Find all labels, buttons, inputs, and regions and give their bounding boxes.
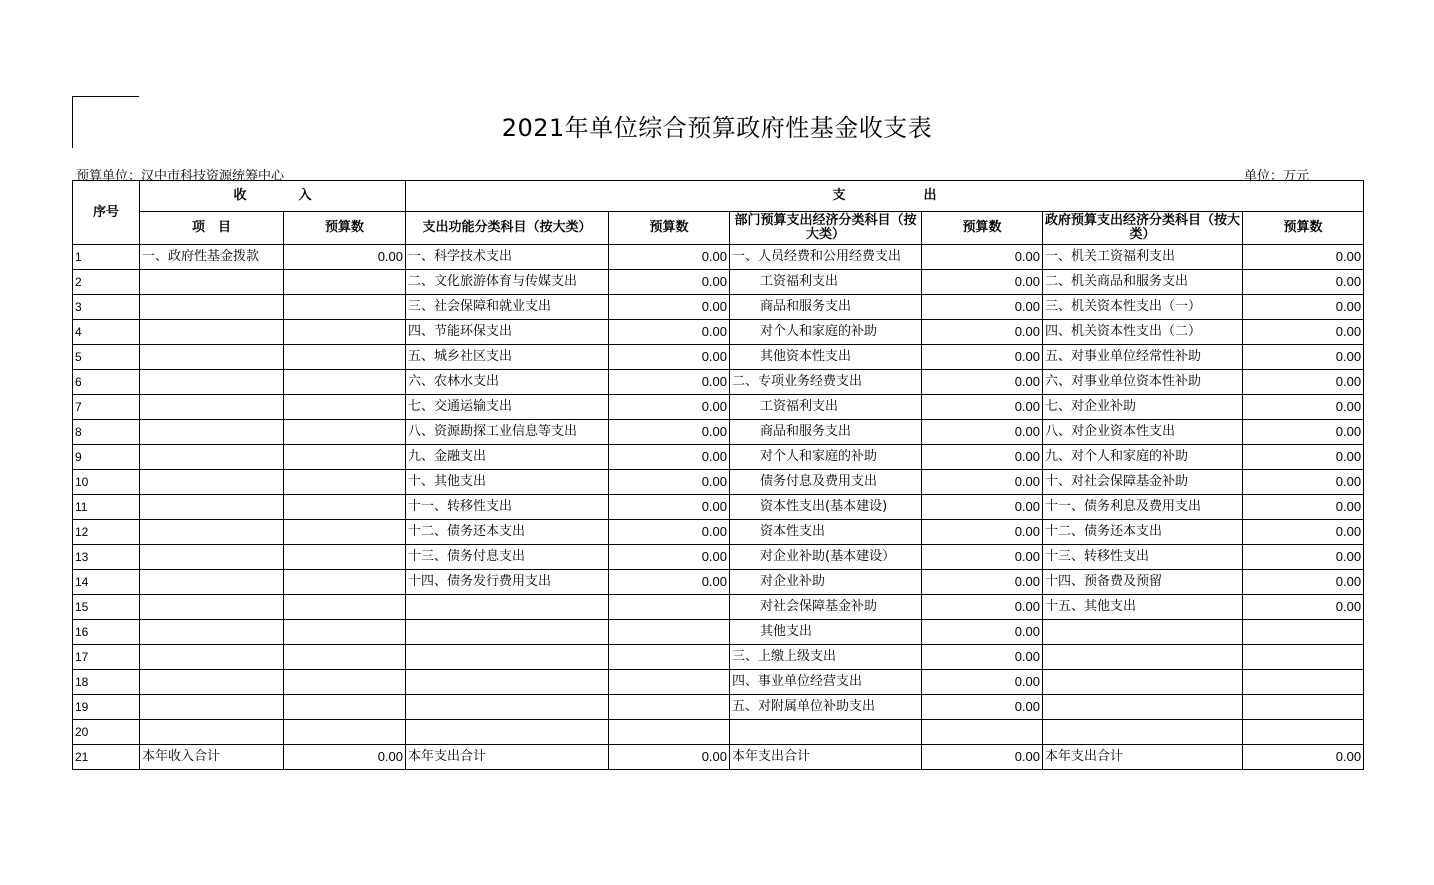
income-item-cell (140, 495, 284, 520)
dept-budget-cell: 0.00 (922, 595, 1043, 620)
table-row (73, 270, 1364, 295)
table-row (73, 620, 1364, 645)
table-row (73, 695, 1364, 720)
dept-budget-cell: 0.00 (922, 245, 1043, 270)
dept-budget-cell: 0.00 (922, 695, 1043, 720)
dept-econ-cell: 工资福利支出 (730, 270, 922, 295)
dept-econ-cell: 对企业补助(基本建设） (730, 545, 922, 570)
seq-cell: 6 (73, 370, 140, 395)
income-budget-cell (284, 320, 406, 345)
header-budget-func: 预算数 (609, 212, 730, 245)
currency-unit-label: 单位：万元 (1244, 169, 1310, 184)
header-income: 收 入 (140, 181, 406, 212)
func-class-cell (406, 720, 609, 745)
income-budget-cell (284, 545, 406, 570)
income-budget-cell (284, 695, 406, 720)
table-row (73, 495, 1364, 520)
gov-econ-cell (1043, 695, 1243, 720)
gov-budget-cell (1243, 720, 1364, 745)
income-item-cell (140, 695, 284, 720)
table-row (73, 645, 1364, 670)
gov-budget-cell: 0.00 (1243, 445, 1364, 470)
seq-cell: 9 (73, 445, 140, 470)
seq-cell: 15 (73, 595, 140, 620)
income-item-cell (140, 345, 284, 370)
header-gov-econ-class: 政府预算支出经济分类科目（按大类） (1043, 212, 1243, 245)
income-budget-cell (284, 395, 406, 420)
gov-budget-cell (1243, 620, 1364, 645)
func-budget-cell: 0.00 (609, 520, 730, 545)
gov-econ-cell: 一、机关工资福利支出 (1043, 245, 1243, 270)
gov-econ-cell: 七、对企业补助 (1043, 395, 1243, 420)
gov-econ-cell: 十二、债务还本支出 (1043, 520, 1243, 545)
func-budget-cell: 0.00 (609, 445, 730, 470)
dept-budget-cell: 0.00 (922, 445, 1043, 470)
seq-cell: 12 (73, 520, 140, 545)
header-dept-econ-class: 部门预算支出经济分类科目（按大类） (730, 212, 922, 245)
seq-cell: 3 (73, 295, 140, 320)
func-budget-cell: 0.00 (609, 745, 730, 770)
seq-cell: 19 (73, 695, 140, 720)
table-row (73, 395, 1364, 420)
dept-econ-cell: 商品和服务支出 (730, 295, 922, 320)
dept-econ-cell: 对企业补助 (730, 570, 922, 595)
gov-econ-cell: 三、机关资本性支出（一） (1043, 295, 1243, 320)
seq-cell: 17 (73, 645, 140, 670)
gov-econ-cell: 本年支出合计 (1043, 745, 1243, 770)
income-item-cell (140, 520, 284, 545)
func-class-cell (406, 595, 609, 620)
gov-budget-cell: 0.00 (1243, 470, 1364, 495)
table-row (73, 520, 1364, 545)
gov-econ-cell (1043, 670, 1243, 695)
func-class-cell (406, 645, 609, 670)
seq-cell: 8 (73, 420, 140, 445)
income-item-cell (140, 445, 284, 470)
seq-cell: 20 (73, 720, 140, 745)
header-item: 项 目 (140, 212, 284, 245)
func-class-cell: 八、资源勘探工业信息等支出 (406, 420, 609, 445)
gov-budget-cell: 0.00 (1243, 395, 1364, 420)
seq-cell: 14 (73, 570, 140, 595)
gov-budget-cell: 0.00 (1243, 520, 1364, 545)
seq-cell: 16 (73, 620, 140, 645)
income-budget-cell (284, 295, 406, 320)
dept-econ-cell: 债务付息及费用支出 (730, 470, 922, 495)
dept-econ-cell: 工资福利支出 (730, 395, 922, 420)
dept-budget-cell: 0.00 (922, 270, 1043, 295)
gov-budget-cell: 0.00 (1243, 295, 1364, 320)
func-budget-cell: 0.00 (609, 245, 730, 270)
dept-budget-cell: 0.00 (922, 295, 1043, 320)
func-class-cell: 十二、债务还本支出 (406, 520, 609, 545)
func-budget-cell: 0.00 (609, 545, 730, 570)
page-title: 2021年单位综合预算政府性基金收支表 (501, 114, 933, 142)
income-item-cell: 本年收入合计 (140, 745, 284, 770)
gov-econ-cell: 十、对社会保障基金补助 (1043, 470, 1243, 495)
income-budget-cell (284, 270, 406, 295)
dept-budget-cell: 0.00 (922, 495, 1043, 520)
table-row (73, 670, 1364, 695)
gov-econ-cell (1043, 645, 1243, 670)
header-budget-gov: 预算数 (1243, 212, 1364, 245)
income-item-cell (140, 395, 284, 420)
dept-econ-cell: 对个人和家庭的补助 (730, 320, 922, 345)
gov-budget-cell: 0.00 (1243, 345, 1364, 370)
func-class-cell: 六、农林水支出 (406, 370, 609, 395)
gov-budget-cell: 0.00 (1243, 420, 1364, 445)
func-class-cell: 一、科学技术支出 (406, 245, 609, 270)
gov-budget-cell: 0.00 (1243, 320, 1364, 345)
income-budget-cell (284, 445, 406, 470)
dept-budget-cell: 0.00 (922, 670, 1043, 695)
income-item-cell (140, 570, 284, 595)
gov-econ-cell: 六、对事业单位资本性补助 (1043, 370, 1243, 395)
func-budget-cell (609, 670, 730, 695)
gov-budget-cell: 0.00 (1243, 745, 1364, 770)
func-budget-cell: 0.00 (609, 270, 730, 295)
income-item-cell (140, 595, 284, 620)
dept-econ-cell: 对社会保障基金补助 (730, 595, 922, 620)
seq-cell: 18 (73, 670, 140, 695)
gov-econ-cell: 五、对事业单位经常性补助 (1043, 345, 1243, 370)
func-budget-cell (609, 645, 730, 670)
func-budget-cell: 0.00 (609, 395, 730, 420)
table-row (73, 745, 1364, 770)
budget-table (72, 180, 1364, 770)
dept-econ-cell: 本年支出合计 (730, 745, 922, 770)
income-budget-cell (284, 495, 406, 520)
income-item-cell (140, 370, 284, 395)
table-row (73, 570, 1364, 595)
table-row (73, 595, 1364, 620)
dept-econ-cell: 对个人和家庭的补助 (730, 445, 922, 470)
gov-econ-cell (1043, 620, 1243, 645)
income-item-cell (140, 295, 284, 320)
func-class-cell: 三、社会保障和就业支出 (406, 295, 609, 320)
func-budget-cell: 0.00 (609, 470, 730, 495)
func-class-cell: 九、金融支出 (406, 445, 609, 470)
income-budget-cell (284, 620, 406, 645)
func-budget-cell: 0.00 (609, 370, 730, 395)
dept-budget-cell: 0.00 (922, 395, 1043, 420)
table-row (73, 370, 1364, 395)
gov-budget-cell (1243, 645, 1364, 670)
dept-econ-cell: 四、事业单位经营支出 (730, 670, 922, 695)
gov-econ-cell (1043, 720, 1243, 745)
income-item-cell (140, 420, 284, 445)
gov-econ-cell: 二、机关商品和服务支出 (1043, 270, 1243, 295)
gov-budget-cell: 0.00 (1243, 495, 1364, 520)
func-budget-cell: 0.00 (609, 320, 730, 345)
func-class-cell: 十一、转移性支出 (406, 495, 609, 520)
dept-budget-cell: 0.00 (922, 645, 1043, 670)
dept-budget-cell: 0.00 (922, 745, 1043, 770)
budget-unit-label: 预算单位：汉中市科技资源统筹中心 (76, 169, 285, 184)
seq-cell: 13 (73, 545, 140, 570)
func-budget-cell (609, 695, 730, 720)
dept-budget-cell (922, 720, 1043, 745)
gov-econ-cell: 十三、转移性支出 (1043, 545, 1243, 570)
gov-budget-cell: 0.00 (1243, 595, 1364, 620)
dept-budget-cell: 0.00 (922, 345, 1043, 370)
func-class-cell: 七、交通运输支出 (406, 395, 609, 420)
gov-budget-cell: 0.00 (1243, 270, 1364, 295)
table-row (73, 720, 1364, 745)
dept-econ-cell: 商品和服务支出 (730, 420, 922, 445)
income-item-cell (140, 545, 284, 570)
dept-budget-cell: 0.00 (922, 320, 1043, 345)
dept-budget-cell: 0.00 (922, 520, 1043, 545)
func-budget-cell: 0.00 (609, 570, 730, 595)
dept-econ-cell: 资本性支出 (730, 520, 922, 545)
header-budget-income: 预算数 (284, 212, 406, 245)
gov-budget-cell: 0.00 (1243, 245, 1364, 270)
table-row (73, 295, 1364, 320)
table-row (73, 445, 1364, 470)
income-budget-cell (284, 370, 406, 395)
income-budget-cell (284, 470, 406, 495)
func-budget-cell (609, 720, 730, 745)
table-row (73, 420, 1364, 445)
gov-budget-cell (1243, 695, 1364, 720)
func-class-cell: 二、文化旅游体育与传媒支出 (406, 270, 609, 295)
header-expense: 支 出 (406, 181, 1364, 212)
dept-budget-cell: 0.00 (922, 620, 1043, 645)
dept-budget-cell: 0.00 (922, 545, 1043, 570)
income-item-cell: 一、政府性基金拨款 (140, 245, 284, 270)
income-item-cell (140, 620, 284, 645)
func-class-cell: 十、其他支出 (406, 470, 609, 495)
gov-econ-cell: 十一、债务利息及费用支出 (1043, 495, 1243, 520)
gov-econ-cell: 八、对企业资本性支出 (1043, 420, 1243, 445)
dept-econ-cell: 二、专项业务经费支出 (730, 370, 922, 395)
seq-cell: 4 (73, 320, 140, 345)
func-budget-cell: 0.00 (609, 345, 730, 370)
gov-econ-cell: 十四、预备费及预留 (1043, 570, 1243, 595)
func-class-cell (406, 620, 609, 645)
header-budget-dept: 预算数 (922, 212, 1043, 245)
dept-budget-cell: 0.00 (922, 470, 1043, 495)
gov-econ-cell: 九、对个人和家庭的补助 (1043, 445, 1243, 470)
income-budget-cell (284, 570, 406, 595)
table-row (73, 470, 1364, 495)
func-budget-cell: 0.00 (609, 295, 730, 320)
seq-cell: 10 (73, 470, 140, 495)
func-class-cell: 十四、债务发行费用支出 (406, 570, 609, 595)
table-row (73, 245, 1364, 270)
seq-cell: 21 (73, 745, 140, 770)
gov-econ-cell: 四、机关资本性支出（二） (1043, 320, 1243, 345)
header-seq: 序号 (73, 181, 140, 245)
func-class-cell: 十三、债务付息支出 (406, 545, 609, 570)
gov-budget-cell: 0.00 (1243, 545, 1364, 570)
seq-cell: 2 (73, 270, 140, 295)
dept-econ-cell: 其他支出 (730, 620, 922, 645)
dept-budget-cell: 0.00 (922, 370, 1043, 395)
gov-econ-cell: 十五、其他支出 (1043, 595, 1243, 620)
income-budget-cell (284, 720, 406, 745)
func-class-cell: 五、城乡社区支出 (406, 345, 609, 370)
dept-budget-cell: 0.00 (922, 570, 1043, 595)
table-row (73, 345, 1364, 370)
dept-econ-cell: 五、对附属单位补助支出 (730, 695, 922, 720)
income-item-cell (140, 670, 284, 695)
dept-econ-cell (730, 720, 922, 745)
income-item-cell (140, 320, 284, 345)
header-func-class: 支出功能分类科目（按大类） (406, 212, 609, 245)
table-row (73, 320, 1364, 345)
income-budget-cell (284, 595, 406, 620)
seq-cell: 11 (73, 495, 140, 520)
func-class-cell (406, 695, 609, 720)
income-item-cell (140, 470, 284, 495)
dept-econ-cell: 一、人员经费和公用经费支出 (730, 245, 922, 270)
income-budget-cell (284, 520, 406, 545)
dept-econ-cell: 三、上缴上级支出 (730, 645, 922, 670)
func-budget-cell: 0.00 (609, 495, 730, 520)
seq-cell: 1 (73, 245, 140, 270)
func-budget-cell (609, 620, 730, 645)
dept-budget-cell: 0.00 (922, 420, 1043, 445)
income-budget-cell (284, 420, 406, 445)
income-item-cell (140, 270, 284, 295)
func-class-cell (406, 670, 609, 695)
income-budget-cell (284, 670, 406, 695)
seq-cell: 5 (73, 345, 140, 370)
seq-cell: 7 (73, 395, 140, 420)
func-class-cell: 四、节能环保支出 (406, 320, 609, 345)
income-budget-cell (284, 645, 406, 670)
dept-econ-cell: 其他资本性支出 (730, 345, 922, 370)
income-budget-cell: 0.00 (284, 745, 406, 770)
income-budget-cell: 0.00 (284, 245, 406, 270)
table-row (73, 545, 1364, 570)
func-budget-cell: 0.00 (609, 420, 730, 445)
gov-budget-cell (1243, 670, 1364, 695)
gov-budget-cell: 0.00 (1243, 570, 1364, 595)
income-item-cell (140, 645, 284, 670)
dept-econ-cell: 资本性支出(基本建设) (730, 495, 922, 520)
func-class-cell: 本年支出合计 (406, 745, 609, 770)
gov-budget-cell: 0.00 (1243, 370, 1364, 395)
income-budget-cell (284, 345, 406, 370)
func-budget-cell (609, 595, 730, 620)
income-item-cell (140, 720, 284, 745)
